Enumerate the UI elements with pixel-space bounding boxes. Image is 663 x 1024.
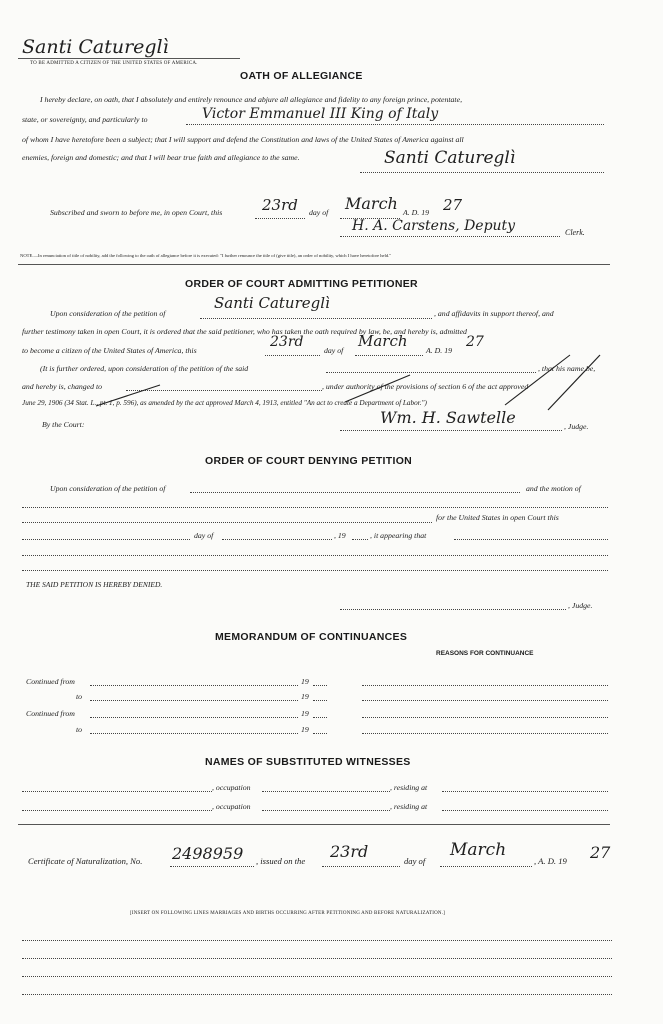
denying-line-3-suffix: for the United States in open Court this: [436, 513, 559, 522]
denying-day-fill: [22, 539, 190, 540]
certificate-ad: , A. D. 19: [534, 856, 567, 866]
admitting-month-handwritten: March: [358, 332, 408, 350]
continued-from-label-2: Continued from: [26, 709, 75, 718]
denying-blank-line-2: [22, 570, 608, 571]
witness-residing-label-1: , residing at: [390, 783, 428, 792]
continued-from-label-1: Continued from: [26, 677, 75, 686]
admitting-year-handwritten: 27: [466, 334, 484, 350]
continued-year-fill-1: [313, 685, 327, 686]
witness-section-divider: [18, 824, 610, 825]
denying-line-2-fill-a: [22, 507, 608, 508]
reasons-header: REASONS FOR CONTINUANCE: [436, 650, 534, 657]
certificate-year-handwritten: 27: [590, 843, 611, 862]
admitting-day-handwritten: 23rd: [270, 334, 304, 350]
witness-residing-line-1: [442, 791, 608, 792]
certificate-day-of: day of: [404, 856, 426, 866]
oath-title: OATH OF ALLEGIANCE: [240, 70, 363, 82]
oath-day-of: day of: [309, 208, 329, 217]
admitting-judge-label: , Judge.: [564, 422, 589, 431]
continuances-title: MEMORANDUM OF CONTINUANCES: [215, 631, 408, 643]
certificate-day-line: [322, 866, 400, 867]
admitting-petitioner-handwritten: Santi Catureglì: [214, 294, 330, 312]
denying-appearing: , it appearing that: [370, 531, 427, 540]
admitting-line-1-prefix: Upon consideration of the petition of: [50, 309, 166, 318]
denying-title: ORDER OF COURT DENYING PETITION: [205, 455, 413, 467]
certificate-issued: , issued on the: [256, 856, 306, 866]
witness-name-line-2: [22, 810, 212, 811]
witness-occupation-label-1: , occupation: [212, 783, 251, 792]
by-the-court-label: By the Court:: [42, 420, 85, 429]
footer-line-3: [22, 976, 612, 977]
admitting-ad: A. D. 19: [426, 346, 452, 355]
oath-line-4: enemies, foreign and domestic; and that I will bear true faith and allegiance to the same.: [22, 153, 300, 162]
petitioner-name-handwritten: Santi Catureglì: [22, 36, 169, 58]
footer-line-1: [22, 940, 612, 941]
header-caption: TO BE ADMITTED A CITIZEN OF THE UNITED STATES OF AMERICA.: [30, 61, 198, 66]
continued-to-label-1: to: [76, 692, 83, 701]
reason-line-2: [362, 700, 608, 701]
admitting-line-1-suffix: , and affidavits in support thereof, and: [434, 309, 554, 318]
continued-year-2: 19: [301, 692, 309, 701]
continued-year-fill-4: [313, 733, 327, 734]
denying-line-1-suffix: and the motion of: [526, 484, 581, 493]
witnesses-title: NAMES OF SUBSTITUTED WITNESSES: [205, 756, 411, 768]
continued-to-label-2: to: [76, 725, 83, 734]
certificate-month-line: [440, 866, 532, 867]
oath-month-handwritten: March: [345, 194, 398, 213]
certificate-month-handwritten: March: [450, 840, 507, 860]
subscribed-prefix: Subscribed and sworn to before me, in open Court, this: [50, 208, 223, 217]
continued-year-fill-3: [313, 717, 327, 718]
witness-name-line-1: [22, 791, 212, 792]
oath-sovereign-handwritten: Victor Emmanuel III King of Italy: [202, 106, 439, 122]
denying-year-fill: [352, 539, 368, 540]
admitting-line-4-prefix: (It is further ordered, upon consideration of the petition of the said: [40, 364, 249, 373]
certificate-number-handwritten: 2498959: [172, 844, 244, 863]
witness-occupation-label-2: , occupation: [212, 802, 251, 811]
continued-year-4: 19: [301, 725, 309, 734]
admitting-line-3-prefix: to become a citizen of the United States of America, this: [22, 346, 197, 355]
continued-from-fill-2: [90, 717, 298, 718]
judge-signature-handwritten: Wm. H. Sawtelle: [380, 408, 516, 427]
witness-residing-label-2: , residing at: [390, 802, 428, 811]
denying-year-prefix: , 19: [334, 531, 346, 540]
admitting-line-4-suffix: , that his name be,: [538, 364, 596, 373]
witness-residing-line-2: [442, 810, 608, 811]
admitting-title: ORDER OF COURT ADMITTING PETITIONER: [185, 278, 418, 290]
witness-occupation-line-1: [262, 791, 390, 792]
oath-signature-handwritten: Santi Catureglì: [384, 148, 516, 168]
oath-line-1: I hereby declare, on oath, that I absolutely and entirely renounce and abjure all allegiance and fidelity to any foreign prince, potentate,: [40, 95, 463, 104]
denying-judge-label: , Judge.: [568, 601, 593, 610]
oath-line-3: of whom I have heretofore been a subject; that I will support and defend the Constitution and laws of the United States of America against all: [22, 135, 464, 144]
reason-line-4: [362, 733, 608, 734]
denying-appearing-fill: [454, 539, 608, 540]
footer-line-2: [22, 958, 612, 959]
admitting-line-5-prefix: and hereby is, changed to: [22, 382, 103, 391]
reason-line-3: [362, 717, 608, 718]
admitting-line-6: June 29, 1906 (34 Stat. L., pt. 1, p. 596), as amended by the act approved March 4, 1913, entitled "An act to create a Department of Labor."): [22, 399, 427, 407]
denying-blank-line-1: [22, 555, 608, 556]
denying-line-3-fill: [22, 522, 432, 523]
continued-from-fill-1: [90, 685, 298, 686]
certificate-prefix: Certificate of Naturalization, No.: [28, 856, 143, 866]
continued-to-fill-1: [90, 700, 298, 701]
footer-line-4: [22, 994, 612, 995]
footer-instruction: [INSERT ON FOLLOWING LINES MARRIAGES AND BIRTHS OCCURRING AFTER PETITIONING AND BEFORE NATURALIZATION.]: [130, 911, 446, 916]
denying-line-1-fill: [190, 492, 520, 493]
denying-line-1-prefix: Upon consideration of the petition of: [50, 484, 166, 493]
oath-ad: A. D. 19: [403, 208, 429, 217]
nobility-note: NOTE.—In renunciation of title of nobility, add the following to the oath of allegiance before it is executed: "I further renounce the title of (give title), an order of nobility, which I have heretofore held.": [20, 253, 392, 258]
petition-denied-text: THE SAID PETITION IS HEREBY DENIED.: [26, 580, 163, 589]
reason-line-1: [362, 685, 608, 686]
denying-judge-line: [340, 609, 566, 610]
denying-month-fill: [222, 539, 332, 540]
admitting-day-of: day of: [324, 346, 344, 355]
continued-year-1: 19: [301, 677, 309, 686]
oath-day-handwritten: 23rd: [262, 196, 298, 214]
oath-year-handwritten: 27: [443, 196, 463, 214]
clerk-label: Clerk.: [565, 228, 585, 237]
admitting-line-5-suffix: , under authority of the provisions of section 6 of the act approved: [322, 382, 529, 391]
certificate-number-line: [170, 866, 254, 867]
continued-year-3: 19: [301, 709, 309, 718]
witness-occupation-line-2: [262, 810, 390, 811]
denying-day-of: day of: [194, 531, 214, 540]
clerk-signature-handwritten: H. A. Carstens, Deputy: [352, 218, 516, 234]
admitting-line-2: further testimony taken in open Court, it is ordered that the said petitioner, who has taken the oath required by law, be, and hereby is, admitted: [22, 327, 467, 336]
oath-line-2-prefix: state, or sovereignty, and particularly to: [22, 115, 148, 124]
continued-to-fill-2: [90, 733, 298, 734]
continued-year-fill-2: [313, 700, 327, 701]
certificate-day-handwritten: 23rd: [330, 842, 369, 861]
